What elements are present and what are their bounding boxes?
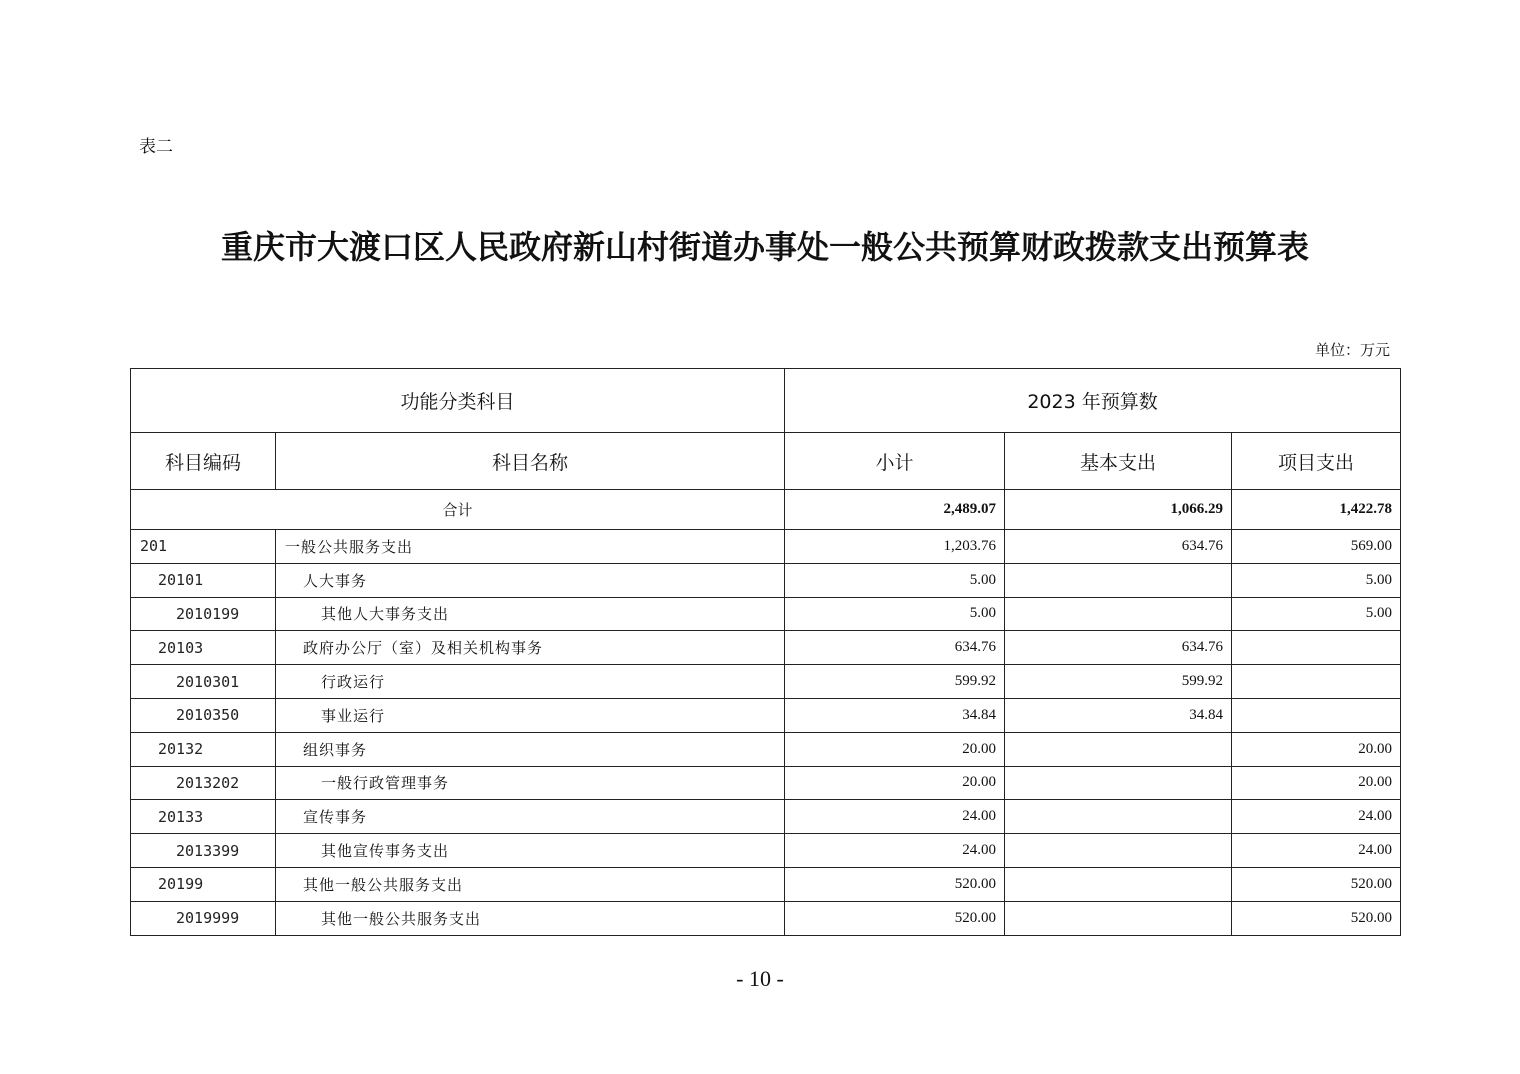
row-basic xyxy=(1005,901,1232,935)
header-basic: 基本支出 xyxy=(1005,433,1232,490)
total-row xyxy=(131,490,1401,530)
header-name: 科目名称 xyxy=(276,433,785,490)
header-code: 科目编码 xyxy=(131,433,276,490)
row-name: 政府办公厅（室）及相关机构事务 xyxy=(276,631,785,665)
column-header-row xyxy=(131,433,1401,490)
table-label: 表二 xyxy=(139,137,173,157)
page-number: - 10 - xyxy=(736,966,784,991)
row-name: 其他一般公共服务支出 xyxy=(276,867,785,901)
row-code: 20133 xyxy=(131,800,276,834)
row-project: 5.00 xyxy=(1232,563,1401,597)
row-code: 2019999 xyxy=(131,901,276,935)
row-project xyxy=(1232,665,1401,699)
document-title: 重庆市大渡口区人民政府新山村街道办事处一般公共预算财政拨款支出预算表 xyxy=(220,228,1309,266)
row-name: 其他一般公共服务支出 xyxy=(276,901,785,935)
table-row xyxy=(131,530,1401,564)
row-project: 520.00 xyxy=(1232,901,1401,935)
row-code: 2013202 xyxy=(131,766,276,800)
row-subtotal: 520.00 xyxy=(785,867,1005,901)
row-name: 宣传事务 xyxy=(276,800,785,834)
row-name: 人大事务 xyxy=(276,563,785,597)
total-project: 1,422.78 xyxy=(1232,490,1401,530)
row-subtotal: 20.00 xyxy=(785,732,1005,766)
table-row xyxy=(131,800,1401,834)
header-category: 功能分类科目 xyxy=(131,369,785,433)
row-subtotal: 5.00 xyxy=(785,563,1005,597)
row-subtotal: 5.00 xyxy=(785,597,1005,631)
row-subtotal: 24.00 xyxy=(785,800,1005,834)
row-code: 2013399 xyxy=(131,834,276,868)
row-basic: 634.76 xyxy=(1005,530,1232,564)
table-row xyxy=(131,732,1401,766)
row-code: 2010199 xyxy=(131,597,276,631)
header-subtotal: 小计 xyxy=(785,433,1005,490)
table-row xyxy=(131,834,1401,868)
row-subtotal: 599.92 xyxy=(785,665,1005,699)
row-project: 24.00 xyxy=(1232,834,1401,868)
row-code: 20199 xyxy=(131,867,276,901)
table-row xyxy=(131,766,1401,800)
row-subtotal: 24.00 xyxy=(785,834,1005,868)
table-row xyxy=(131,665,1401,699)
row-project: 520.00 xyxy=(1232,867,1401,901)
row-project: 24.00 xyxy=(1232,800,1401,834)
row-code: 20101 xyxy=(131,563,276,597)
total-subtotal: 2,489.07 xyxy=(785,490,1005,530)
row-project xyxy=(1232,631,1401,665)
table-row xyxy=(131,698,1401,732)
row-name: 行政运行 xyxy=(276,665,785,699)
row-name: 组织事务 xyxy=(276,732,785,766)
row-name: 一般公共服务支出 xyxy=(276,530,785,564)
total-basic: 1,066.29 xyxy=(1005,490,1232,530)
row-code: 2010350 xyxy=(131,698,276,732)
row-name: 其他宣传事务支出 xyxy=(276,834,785,868)
row-subtotal: 34.84 xyxy=(785,698,1005,732)
header-budget-year: 2023 年预算数 xyxy=(785,369,1401,433)
row-subtotal: 20.00 xyxy=(785,766,1005,800)
table-row xyxy=(131,631,1401,665)
row-basic xyxy=(1005,597,1232,631)
row-name: 事业运行 xyxy=(276,698,785,732)
row-basic xyxy=(1005,867,1232,901)
table-row xyxy=(131,563,1401,597)
row-code: 201 xyxy=(131,530,276,564)
row-basic xyxy=(1005,732,1232,766)
row-code: 2010301 xyxy=(131,665,276,699)
row-project xyxy=(1232,698,1401,732)
row-basic: 34.84 xyxy=(1005,698,1232,732)
budget-table xyxy=(130,368,1401,936)
row-basic xyxy=(1005,563,1232,597)
row-code: 20132 xyxy=(131,732,276,766)
total-label: 合计 xyxy=(131,490,785,530)
row-project: 5.00 xyxy=(1232,597,1401,631)
row-subtotal: 520.00 xyxy=(785,901,1005,935)
row-project: 20.00 xyxy=(1232,766,1401,800)
unit-note: 单位：万元 xyxy=(1314,341,1390,359)
row-basic xyxy=(1005,766,1232,800)
header-project: 项目支出 xyxy=(1232,433,1401,490)
row-code: 20103 xyxy=(131,631,276,665)
row-basic xyxy=(1005,800,1232,834)
table-row xyxy=(131,867,1401,901)
row-subtotal: 634.76 xyxy=(785,631,1005,665)
row-name: 一般行政管理事务 xyxy=(276,766,785,800)
row-name: 其他人大事务支出 xyxy=(276,597,785,631)
table-row xyxy=(131,597,1401,631)
row-basic: 634.76 xyxy=(1005,631,1232,665)
row-basic xyxy=(1005,834,1232,868)
row-project: 569.00 xyxy=(1232,530,1401,564)
table-row xyxy=(131,901,1401,935)
row-subtotal: 1,203.76 xyxy=(785,530,1005,564)
row-project: 20.00 xyxy=(1232,732,1401,766)
row-basic: 599.92 xyxy=(1005,665,1232,699)
group-header-row xyxy=(131,369,1401,433)
